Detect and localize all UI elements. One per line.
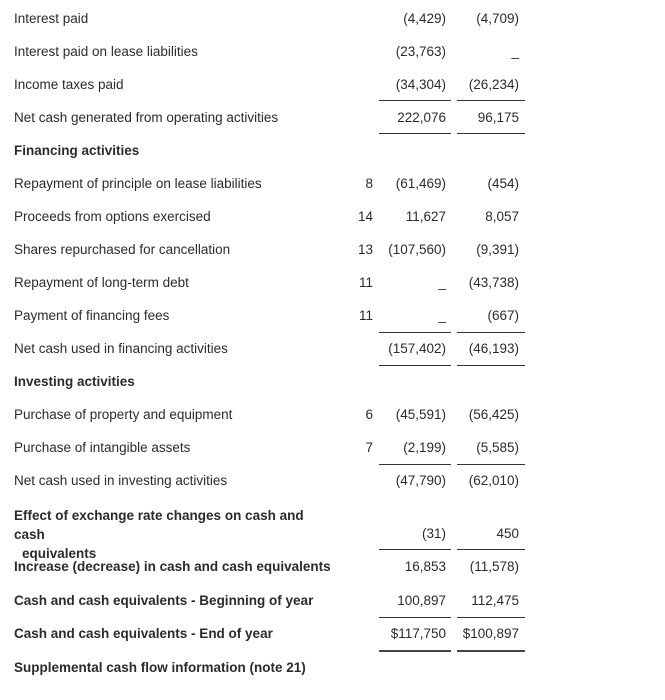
note-reference: 11	[358, 308, 373, 323]
value-prior-year: 96,175	[477, 110, 519, 125]
value-prior-year: $100,897	[462, 626, 519, 641]
value-current-year: (23,763)	[395, 44, 446, 59]
value-current-year: 11,627	[405, 209, 446, 224]
row-label: Repayment of principle on lease liabilities	[14, 176, 262, 191]
row-label: Payment of financing fees	[14, 308, 170, 323]
table-row	[0, 206, 665, 228]
subtotal-rule	[379, 464, 451, 465]
value-prior-year: (4,709)	[476, 11, 519, 26]
value-prior-year: 450	[496, 526, 519, 541]
value-current-year: _	[438, 308, 446, 323]
table-row	[0, 338, 665, 360]
section-title: Financing activities	[14, 143, 140, 158]
table-row	[0, 272, 665, 294]
value-prior-year: (46,193)	[468, 341, 519, 356]
table-row	[0, 523, 665, 545]
row-label: Net cash generated from operating activities	[14, 110, 279, 125]
table-row	[0, 470, 665, 492]
value-current-year: _	[438, 275, 446, 290]
table-row	[0, 623, 665, 645]
value-current-year: (61,469)	[395, 176, 446, 191]
value-current-year: (31)	[421, 526, 446, 541]
row-label: Cash and cash equivalents - End of year	[14, 626, 273, 641]
table-row	[0, 556, 665, 578]
table-row	[0, 74, 665, 96]
note-reference: 8	[365, 176, 373, 191]
subtotal-rule	[379, 100, 451, 101]
value-prior-year: (62,010)	[468, 473, 519, 488]
table-row	[0, 657, 665, 679]
row-label: Increase (decrease) in cash and cash equivalents	[14, 559, 331, 574]
total-rule	[457, 133, 525, 134]
table-row	[0, 590, 665, 612]
row-label: Interest paid	[14, 11, 89, 26]
note-reference: 14	[357, 209, 373, 224]
note-reference: 13	[357, 242, 373, 257]
table-row	[0, 305, 665, 327]
table-row	[0, 239, 665, 261]
subtotal-rule	[457, 332, 525, 333]
double-total-rule	[457, 650, 525, 652]
row-label: Cash and cash equivalents - Beginning of year	[14, 593, 314, 608]
subtotal-rule	[457, 464, 525, 465]
value-current-year: (34,304)	[395, 77, 446, 92]
value-current-year: (2,199)	[403, 440, 446, 455]
value-current-year: (47,790)	[395, 473, 446, 488]
value-current-year: $117,750	[390, 626, 446, 641]
value-prior-year: (667)	[487, 308, 519, 323]
value-prior-year: 112,475	[471, 593, 519, 608]
section-heading	[0, 140, 665, 162]
value-current-year: (107,560)	[388, 242, 446, 257]
row-label: Purchase of intangible assets	[14, 440, 191, 455]
double-total-rule	[379, 650, 451, 652]
row-label: Net cash used in financing activities	[14, 341, 228, 356]
table-row	[0, 41, 665, 63]
note-reference: 7	[365, 440, 373, 455]
row-label-line2: equivalents	[22, 546, 97, 561]
subtotal-rule	[379, 549, 451, 550]
row-label: Interest paid on lease liabilities	[14, 44, 198, 59]
value-prior-year: (26,234)	[468, 77, 519, 92]
value-prior-year: (9,391)	[476, 242, 519, 257]
total-rule	[379, 133, 451, 134]
row-label-line1: Effect of exchange rate changes on cash and cash	[14, 508, 304, 542]
value-prior-year: (5,585)	[476, 440, 519, 455]
table-row	[0, 437, 665, 459]
table-row	[0, 8, 665, 30]
value-prior-year: (43,738)	[468, 275, 519, 290]
section-heading	[0, 371, 665, 393]
row-label: Repayment of long-term debt	[14, 275, 189, 290]
subtotal-rule	[379, 617, 451, 618]
subtotal-rule	[457, 100, 525, 101]
note-reference: 6	[365, 407, 373, 422]
row-label: Purchase of property and equipment	[14, 407, 233, 422]
value-current-year: (157,402)	[388, 341, 446, 356]
value-current-year: 16,853	[404, 559, 446, 574]
value-current-year: (45,591)	[395, 407, 446, 422]
value-prior-year: (454)	[487, 176, 519, 191]
table-row	[0, 173, 665, 195]
row-label: Income taxes paid	[14, 77, 124, 92]
table-row	[0, 107, 665, 129]
value-prior-year: (56,425)	[468, 407, 519, 422]
row-label: Net cash used in investing activities	[14, 473, 228, 488]
subtotal-rule	[457, 549, 525, 550]
value-current-year: 222,076	[397, 110, 446, 125]
value-prior-year: (11,578)	[469, 559, 519, 574]
value-prior-year: _	[511, 44, 519, 59]
row-label: Proceeds from options exercised	[14, 209, 211, 224]
total-rule	[379, 365, 451, 366]
table-row	[0, 404, 665, 426]
subtotal-rule	[379, 332, 451, 333]
section-title: Investing activities	[14, 374, 135, 389]
value-current-year: 100,897	[397, 593, 446, 608]
value-prior-year: 8,057	[485, 209, 519, 224]
value-current-year: (4,429)	[403, 11, 446, 26]
row-label: Supplemental cash flow information (note 21)	[14, 660, 306, 675]
subtotal-rule	[457, 617, 525, 618]
total-rule	[457, 365, 525, 366]
note-reference: 11	[358, 275, 373, 290]
row-label: Shares repurchased for cancellation	[14, 242, 231, 257]
